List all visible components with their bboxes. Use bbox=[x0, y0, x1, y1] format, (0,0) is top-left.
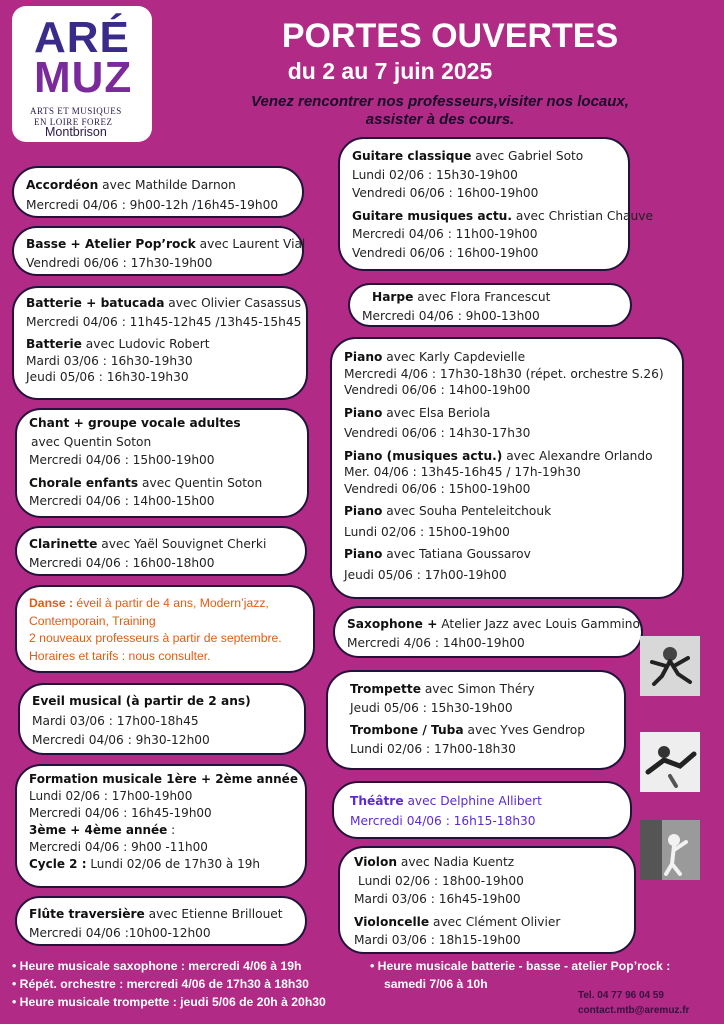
instrument-label: Chant + groupe vocale adultes bbox=[29, 416, 241, 430]
card-violon bbox=[338, 846, 636, 954]
teacher-label: avec Tatiana Goussarov bbox=[382, 547, 531, 561]
bullet-icon: • bbox=[12, 977, 20, 991]
schedule-line: Mercredi 04/06 : 16h45-19h00 bbox=[29, 806, 212, 820]
logo-card bbox=[12, 6, 152, 142]
instrument-label: Basse + Atelier Pop’rock bbox=[26, 237, 196, 251]
card-formation bbox=[15, 764, 307, 888]
tagline-line2: assister à des cours. bbox=[365, 111, 515, 128]
logo-word-are: ARÉ bbox=[34, 13, 130, 62]
instrument-label: Théâtre bbox=[350, 794, 404, 808]
schedule-line: Mercredi 04/06 : 16h00-18h00 bbox=[29, 555, 215, 570]
schedule-line: Mercredi 04/06 : 14h00-15h00 bbox=[29, 494, 215, 508]
teacher-label: avec Souha Penteleitchouk bbox=[382, 504, 552, 518]
teacher-label: avec Karly Capdevielle bbox=[382, 350, 526, 364]
teacher-label: avec Yves Gendrop bbox=[463, 723, 585, 737]
card-saxophone bbox=[333, 606, 643, 658]
logo-sub1: ARTS ET MUSIQUES bbox=[30, 106, 122, 116]
page-title: PORTES OUVERTES bbox=[281, 17, 619, 55]
schedule-line: Lundi 02/06 : 17h00-18h30 bbox=[350, 741, 516, 756]
card-chant bbox=[15, 408, 309, 518]
schedule-line: Mercredi 4/06 : 14h00-19h00 bbox=[347, 635, 525, 650]
footer-bullet-4-cont: samedi 7/06 à 10h bbox=[384, 977, 488, 991]
card-flute bbox=[15, 896, 307, 946]
teacher-label: avec Elsa Beriola bbox=[382, 405, 491, 420]
danse-line: éveil à partir de 4 ans, Modern’jazz, bbox=[73, 596, 269, 610]
schedule-line: Vendredi 06/06 : 16h00-19h00 bbox=[352, 186, 539, 200]
instrument-label: Piano bbox=[344, 504, 383, 518]
schedule-line: Jeudi 05/06 : 17h00-19h00 bbox=[344, 567, 507, 582]
card-batterie bbox=[12, 286, 308, 400]
teacher-label: avec Simon Théry bbox=[420, 682, 535, 696]
teacher-label: avec Christian Chauve bbox=[511, 208, 653, 223]
schedule-line: Mercredi 04/06 : 9h00 -11h00 bbox=[29, 840, 208, 854]
dancer-photo-2 bbox=[640, 732, 700, 792]
teacher-label: avec Mathilde Darnon bbox=[98, 178, 236, 192]
teacher-label: avec Nadia Kuentz bbox=[397, 855, 515, 869]
danse-line: Contemporain, Training bbox=[29, 613, 156, 628]
schedule-line: Vendredi 06/06 : 17h30-19h00 bbox=[26, 255, 213, 270]
schedule-line: Mardi 03/06 : 16h45-19h00 bbox=[354, 892, 521, 906]
dancer-figure-icon bbox=[640, 636, 700, 696]
punct-label: : bbox=[167, 823, 176, 837]
page-dates: du 2 au 7 juin 2025 bbox=[287, 58, 493, 84]
schedule-line: Mercredi 04/06 : 9h00-13h00 bbox=[362, 308, 540, 323]
instrument-label: Harpe bbox=[372, 290, 414, 304]
schedule-line: Mercredi 04/06 : 11h00-19h00 bbox=[352, 227, 538, 241]
dancer-photo-1 bbox=[640, 636, 700, 696]
schedule-line: Lundi 02/06 : 18h00-19h00 bbox=[358, 873, 524, 888]
bullet-icon: • bbox=[370, 959, 378, 973]
instrument-label: Trombone / Tuba bbox=[350, 723, 464, 737]
card-danse bbox=[15, 585, 315, 673]
schedule-line: Mer. 04/06 : 13h45-16h45 / 17h-19h30 bbox=[344, 465, 581, 479]
danse-line: 2 nouveaux professeurs à partir de septembre. bbox=[29, 631, 282, 645]
teacher-label: avec Flora Francescut bbox=[413, 290, 551, 304]
dancer-figure-icon bbox=[640, 820, 700, 880]
instrument-label: 3ème + 4ème année bbox=[29, 823, 168, 837]
teacher-label: avec Clément Olivier bbox=[429, 914, 561, 929]
dancer-photo-3 bbox=[640, 820, 700, 880]
schedule-line: Mardi 03/06 : 18h15-19h00 bbox=[354, 933, 521, 947]
schedule-line: Mardi 03/06 : 16h30-19h30 bbox=[26, 353, 193, 368]
schedule-line: Mardi 03/06 : 17h00-18h45 bbox=[32, 713, 199, 728]
footer-bullet-3: • Heure musicale trompette : jeudi 5/06 de 20h à 20h30 bbox=[12, 995, 326, 1009]
teacher-label: avec Yaël Souvignet Cherki bbox=[97, 537, 267, 551]
schedule-line: Mercredi 04/06 : 15h00-19h00 bbox=[29, 453, 215, 467]
logo-city: Montbrison bbox=[45, 125, 107, 139]
instrument-label: Formation musicale 1ère + 2ème année bbox=[29, 772, 298, 786]
schedule-line: Mercredi 04/06 : 9h00-12h /16h45-19h00 bbox=[26, 197, 279, 212]
instrument-label: Piano bbox=[344, 547, 383, 561]
schedule-line: Vendredi 06/06 : 14h30-17h30 bbox=[344, 426, 531, 440]
schedule-line: Vendredi 06/06 : 16h00-19h00 bbox=[352, 245, 539, 260]
teacher-label: avec Laurent Vial bbox=[195, 237, 306, 251]
card-clarinette bbox=[15, 526, 307, 576]
contact-email[interactable]: contact.mtb@aremuz.fr bbox=[578, 1005, 690, 1016]
card-eveil bbox=[18, 683, 306, 755]
teacher-label: Atelier Jazz avec Louis Gammino bbox=[437, 617, 640, 631]
danse-line: Horaires et tarifs : nous consulter. bbox=[29, 648, 211, 663]
instrument-label: Cycle 2 : bbox=[29, 857, 87, 871]
instrument-label: Guitare musiques actu. bbox=[352, 208, 512, 223]
schedule-line: Lundi 02/06 de 17h30 à 19h bbox=[86, 857, 260, 871]
logo-sub2: EN LOIRE FOREZ bbox=[34, 117, 113, 127]
instrument-label: Accordéon bbox=[26, 178, 99, 192]
schedule-line: Mercredi 4/06 : 17h30-18h30 (répet. orchestre S.26) bbox=[344, 366, 664, 381]
card-piano bbox=[330, 337, 684, 599]
bullet-icon: • bbox=[12, 995, 20, 1009]
teacher-label: avec Gabriel Soto bbox=[471, 149, 584, 163]
instrument-label: Eveil musical (à partir de 2 ans) bbox=[32, 694, 251, 708]
teacher-label: avec Alexandre Orlando bbox=[502, 448, 653, 463]
instrument-label: Guitare classique bbox=[352, 149, 472, 163]
teacher-label: avec Quentin Soton bbox=[31, 434, 152, 449]
teacher-label: avec Quentin Soton bbox=[138, 475, 263, 490]
card-basse bbox=[12, 226, 304, 276]
bullet-icon: • bbox=[12, 959, 20, 973]
teacher-label: avec Olivier Casassus bbox=[164, 296, 301, 310]
dancer-figure-icon bbox=[640, 732, 700, 792]
card-guitare bbox=[338, 137, 653, 271]
card-theatre bbox=[332, 781, 632, 839]
logo-word-muz: MUZ bbox=[34, 53, 133, 102]
instrument-label: Flûte traversière bbox=[29, 907, 145, 921]
schedule-line: Mercredi 04/06 : 11h45-12h45 /13h45-15h45 bbox=[26, 314, 302, 329]
schedule-line: Mercredi 04/06 : 16h15-18h30 bbox=[350, 813, 536, 828]
teacher-label: avec Ludovic Robert bbox=[81, 337, 210, 351]
teacher-label: avec Delphine Allibert bbox=[403, 794, 542, 808]
schedule-line: Vendredi 06/06 : 14h00-19h00 bbox=[344, 383, 531, 397]
instrument-label: Clarinette bbox=[29, 537, 98, 551]
instrument-label: Batterie bbox=[26, 337, 82, 351]
schedule-line: Jeudi 05/06 : 16h30-19h30 bbox=[26, 370, 189, 384]
instrument-label: Trompette bbox=[350, 682, 421, 696]
schedule-line: Mercredi 04/06 : 9h30-12h00 bbox=[32, 733, 210, 747]
instrument-label: Violon bbox=[354, 855, 397, 869]
instrument-label: Violoncelle bbox=[354, 914, 430, 929]
tagline-line1: Venez rencontrer nos professeurs,visiter nos locaux, bbox=[251, 93, 629, 110]
instrument-label: Piano bbox=[344, 405, 383, 420]
instrument-label: Chorale enfants bbox=[29, 475, 139, 490]
schedule-line: Lundi 02/06 : 17h00-19h00 bbox=[29, 789, 193, 803]
instrument-label: Piano bbox=[344, 350, 383, 364]
card-harpe bbox=[348, 283, 632, 327]
footer-bullet-1: • Heure musicale saxophone : mercredi 4/06 à 19h bbox=[12, 959, 302, 973]
card-accordeon bbox=[12, 166, 304, 218]
card-trompette bbox=[326, 670, 626, 770]
footer-bullet-2: • Répét. orchestre : mercredi 4/06 de 17h30 à 18h30 bbox=[12, 977, 309, 991]
schedule-line: Lundi 02/06 : 15h00-19h00 bbox=[344, 524, 510, 539]
schedule-line: Mercredi 04/06 :10h00-12h00 bbox=[29, 925, 211, 940]
instrument-label: Batterie + batucada bbox=[26, 296, 165, 310]
instrument-label: Danse : bbox=[29, 596, 74, 610]
schedule-line: Lundi 02/06 : 15h30-19h00 bbox=[352, 167, 518, 182]
schedule-line: Jeudi 05/06 : 15h30-19h00 bbox=[350, 700, 513, 715]
instrument-label: Piano (musiques actu.) bbox=[344, 448, 503, 463]
schedule-line: Vendredi 06/06 : 15h00-19h00 bbox=[344, 481, 531, 496]
footer-bullet-4: • Heure musicale batterie - basse - atelier Pop’rock : bbox=[370, 959, 671, 973]
instrument-label: Saxophone + bbox=[347, 617, 438, 631]
teacher-label: avec Etienne Brillouet bbox=[144, 907, 283, 921]
contact-phone: Tel. 04 77 96 04 59 bbox=[578, 990, 664, 1001]
